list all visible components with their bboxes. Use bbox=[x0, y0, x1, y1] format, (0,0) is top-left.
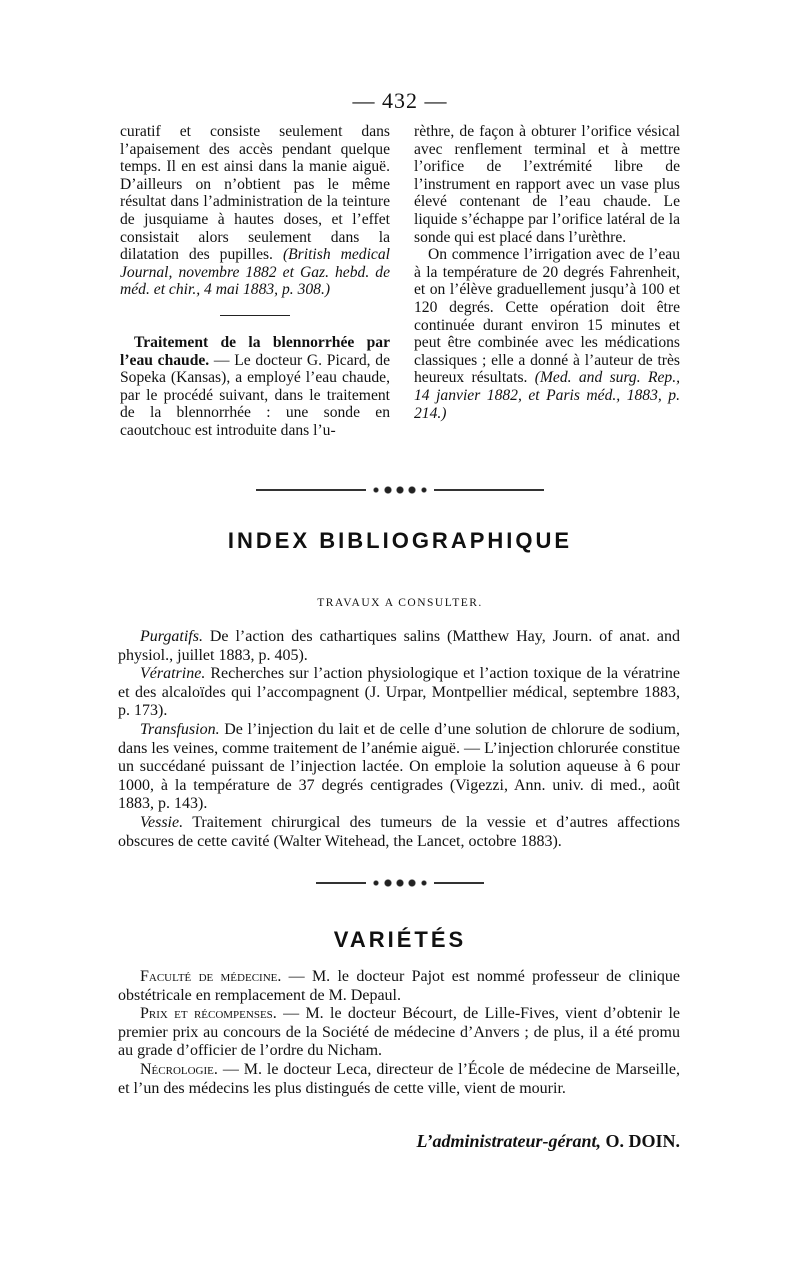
entry-term: Transfusion. bbox=[140, 720, 220, 738]
varietes-item-head: Faculté de médecine. bbox=[140, 968, 282, 985]
varietes-item bbox=[118, 968, 680, 1005]
ornament-divider-top bbox=[250, 486, 550, 494]
article-text: — Le docteur G. Picard, de Sopeka (Kansas), a employé l’eau chaude, par le procédé suivant, dans le traitement de la blennorrhée : une sonde en caoutchouc est introduite dans l’u- bbox=[120, 351, 390, 439]
index-entries bbox=[118, 628, 680, 851]
right-paragraph-1: rèthre, de façon à obturer l’orifice vésical avec renflement terminal et à mettre l’orifice de l’extrémité libre de l’instrument en rapport avec un vase plus élevé contenant de l’eau chaude. Le liquide s’échappe par l’orifice latéral de la sonde qui est placé dans l’urèthre. bbox=[414, 123, 680, 246]
entry-text: Recherches sur l’action physiologique et l’action toxique de la vératrine et des alcaloïdes qui l’accompagnent (J. Urpar, Montpellier médical, septembre 1883, p. 173). bbox=[118, 665, 680, 720]
page-number: — 432 — bbox=[352, 88, 448, 113]
left-column bbox=[120, 123, 390, 440]
index-entry bbox=[118, 814, 680, 851]
signature-role: L’administrateur-gérant, bbox=[416, 1131, 601, 1151]
right-paragraph-2-reference: (Med. and surg. Rep., 14 janvier 1882, et Paris méd., 1883, p. 214.) bbox=[414, 369, 680, 422]
ornament-divider-bottom bbox=[310, 879, 490, 887]
signature-name: O. DOIN. bbox=[600, 1131, 680, 1151]
varietes-item bbox=[118, 1005, 680, 1061]
short-divider bbox=[220, 315, 290, 316]
entry-term: Purgatifs. bbox=[140, 628, 203, 645]
entry-text: De l’injection du lait et de celle d’une solution de chlorure de sodium, dans les veines, comme traitement de l’anémie aiguë. — L’injection chlorurée constitue un succédané puissant de l’injection lactée. On emploie la solution aqueuse à 6 pour 1000, à la température de 37 degrés centigrades (Vigezzi, Ann. univ. di med., août 1883, p. 143). bbox=[118, 720, 680, 813]
right-column bbox=[414, 123, 680, 422]
signature bbox=[330, 1131, 680, 1152]
varietes-item bbox=[118, 1061, 680, 1098]
entry-term: Vessie. bbox=[140, 813, 184, 831]
varietes-item-text: — M. le docteur Bécourt, de Lille-Fives, vient d’obtenir le premier prix au concours de la Société de médecine d’Anvers ; de plus, il a été promu au grade d’officier de l’ordre du Nicham. bbox=[118, 1005, 680, 1060]
entry-text: De l’action des cathartiques salins (Matthew Hay, Journ. of anat. and physiol., juillet 1883, p. 405). bbox=[118, 628, 680, 664]
varietes-title: VARIÉTÉS bbox=[333, 927, 467, 952]
right-paragraph-2-text: On commence l’irrigation avec de l’eau à la température de 20 degrés Fahrenheit, et on l’élève graduellement jusqu’à 100 et 120 degrés. Cette opération doit être continuée durant environ 15 minutes et peut être combinée avec les médications classiques ; elle a donné à l’auteur de très heureux résultats. bbox=[414, 246, 680, 387]
article-paragraph bbox=[120, 334, 390, 440]
varietes-items bbox=[118, 968, 680, 1098]
index-entry bbox=[118, 721, 680, 814]
left-paragraph-reference: (British medical Journal, novembre 1882 et Gaz. hebd. de méd. et chir., 4 mai 1883, p. 308.) bbox=[120, 246, 390, 299]
entry-text: Traitement chirurgical des tumeurs de la vessie et d’autres affections obscures de cette cavité (Walter Witehead, the Lancet, octobre 1883). bbox=[118, 813, 680, 850]
index-title: INDEX BIBLIOGRAPHIQUE bbox=[227, 528, 573, 553]
left-paragraph bbox=[120, 123, 390, 299]
varietes-item-text: — M. le docteur Pajot est nommé professeur de clinique obstétricale en remplacement de M. Depaul. bbox=[118, 968, 681, 1004]
index-entry bbox=[118, 628, 680, 665]
varietes-item-head: Prix et récompenses. bbox=[140, 1005, 277, 1023]
index-subtitle: TRAVAUX A CONSULTER. bbox=[317, 597, 483, 609]
left-paragraph-text: curatif et consiste seulement dans l’apaisement des accès pendant quelque temps. Il en est ainsi dans la manie aiguë. D’ailleurs on n’obtient pas le même résultat dans l’administration de la teinture de jusquiame à hautes doses, et l’effet consistait alors seulement dans la dilatation des pupilles. bbox=[120, 123, 390, 264]
index-entry bbox=[118, 665, 680, 721]
entry-term: Vératrine. bbox=[140, 665, 206, 683]
right-paragraph-2 bbox=[414, 246, 680, 422]
varietes-item-head: Nécrologie. bbox=[140, 1060, 218, 1078]
article-title: Traitement de la blennorrhée par l’eau chaude. bbox=[120, 333, 390, 369]
varietes-item-text: — M. le docteur Leca, directeur de l’École de médecine de Marseille, et l’un des médecins les plus distingués de cette ville, vient de mourir. bbox=[118, 1060, 680, 1097]
